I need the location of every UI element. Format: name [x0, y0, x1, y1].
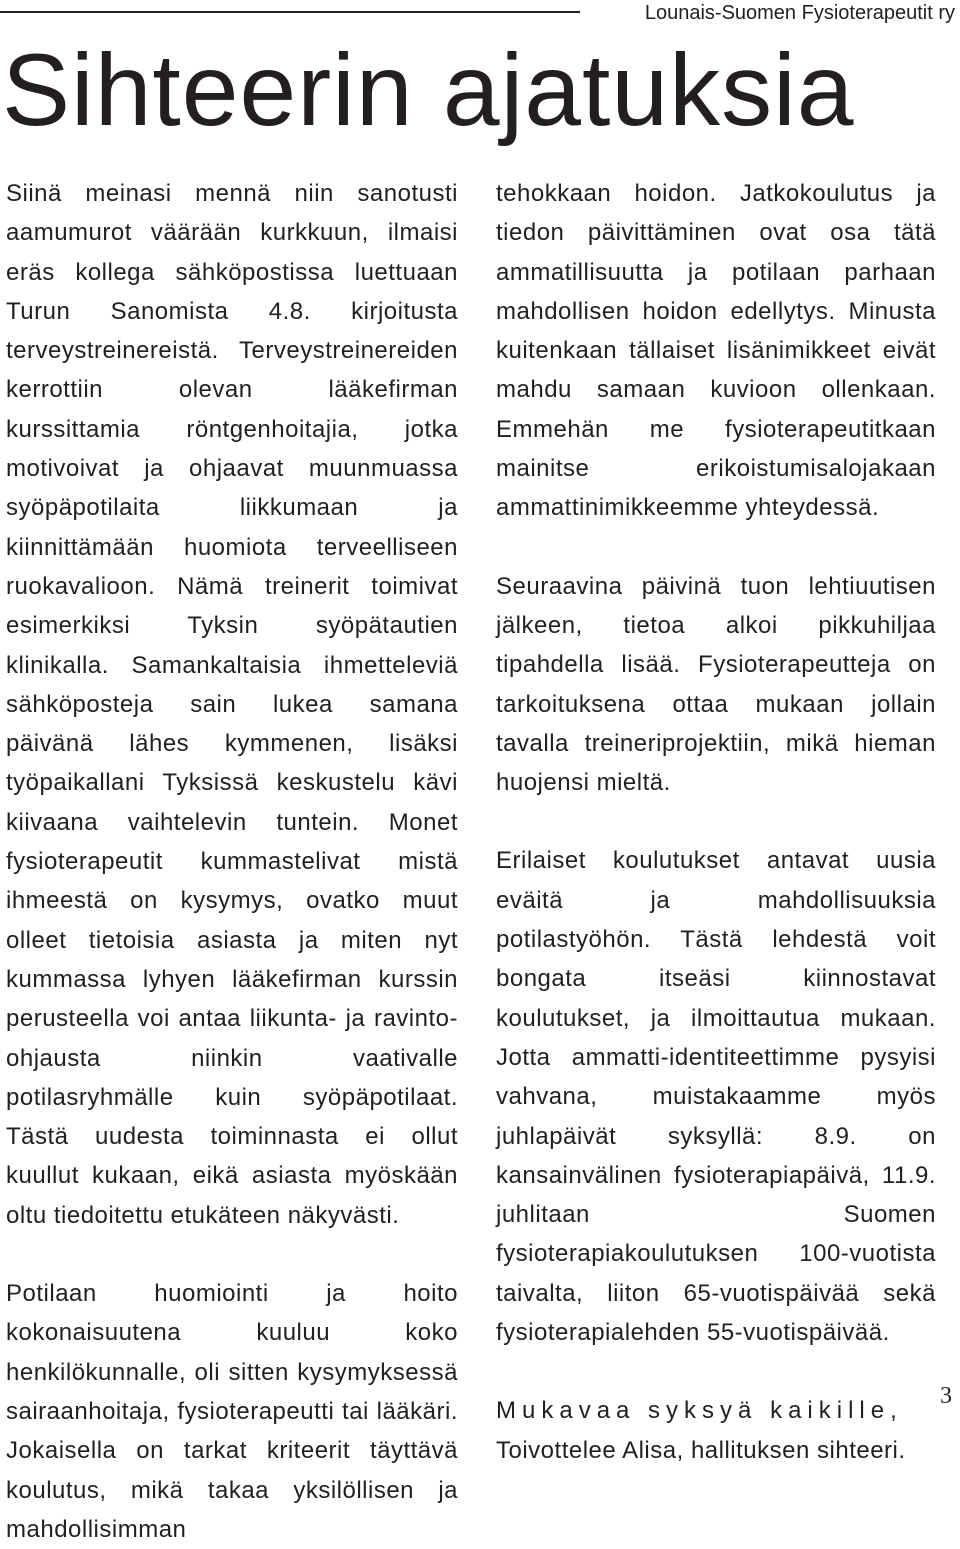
header-rule	[0, 11, 580, 13]
paragraph: Potilaan huomiointi ja hoito kokonaisuutena kuuluu koko henkilökunnalle, oli sitten kysymyksessä sairaanhoitaja, fysioterapeutti tai lääkäri. Jokaisella on tarkat kriteerit täyttävä koulutus, mikä takaa yksilöllisen ja mahdollisimman	[6, 1280, 458, 1543]
page-number: 3	[940, 1383, 952, 1409]
paragraph: Erilaiset koulutukset antavat uusia eväitä ja mahdollisuuksia potilastyöhön. Tästä lehdestä voit bongata itseäsi kiinnostavat koulutukset, ja ilmoittautua mukaan. Jotta ammatti-identiteettimme pysyisi vahvana, muistakaamme myös juhlapäivät syksyllä: 8.9. on kansainvälinen fysioterapiapäivä, 11.9. juhlitaan Suomen fysioterapiakoulutuksen 100-vuotista taivalta, liiton 65-vuotispäivää sekä fysioterapialehden 55-vuotispäivää.	[496, 847, 936, 1347]
closing-greeting: Mukavaa syksyä kaikille,	[496, 1397, 903, 1425]
organization-name: Lounais-Suomen Fysioterapeutit ry	[644, 2, 955, 24]
paragraph: tehokkaan hoidon. Jatkokoulutus ja tiedon päivittäminen ovat osa tätä ammatillisuutta ja potilaan parhaan mahdollisen hoidon edellytys. Minusta kuitenkaan tällaiset lisänimikkeet eivät mahdu samaan kuvioon ollenkaan. Emmehän me fysioterapeutitkaan mainitse erikoistumisalojakaan ammattinimikkeemme yhteydessä.	[496, 180, 936, 522]
paragraph: Siinä meinasi mennä niin sanotusti aamumurot väärään kurkkuun, ilmaisi eräs kollega sähköpostissa luettuaan Turun Sanomista 4.8. kirjoitusta terveystreinereistä. Terveystreinereiden kerrottiin olevan lääkefirman kurssittamia röntgenhoitajia, jotka motivoivat ja ohjaavat muunmuassa syöpäpotilaita liikkumaan ja kiinnittämään huomiota terveelliseen ruokavalioon. Nämä treinerit toimivat esimerkiksi Tyksin syöpätautien klinikalla. Samankaltaisia ihmetteleviä sähköposteja sain lukea samana päivänä lähes kymmenen, lisäksi työpaikallani Tyksissä keskustelu kävi kiivaana vaihtelevin tuntein. Monet fysioterapeutit kummastelivat mistä ihmeestä on kysymys, ovatko muut olleet tietoisia asiasta ja miten nyt kummassa lyhyen lääkefirman kurssin perusteella voi antaa liikunta- ja ravinto-ohjausta niinkin vaativalle potilasryhmälle kuin syöpäpotilaat. Tästä uudesta toiminnasta ei ollut kuullut kukaan, eikä asiasta myöskään oltu tiedoitettu etukäteen näkyvästi.	[6, 180, 458, 1229]
left-column	[6, 174, 458, 1549]
page-title: Sihteerin ajatuksia	[2, 33, 855, 147]
right-column	[496, 174, 936, 1470]
signature: Toivottelee Alisa, hallituksen sihteeri.	[496, 1436, 906, 1464]
paragraph: Seuraavina päivinä tuon lehtiuutisen jälkeen, tietoa alkoi pikkuhiljaa tipahdella lisää. Fysioterapeutteja on tarkoituksena ottaa mukaan jollain tavalla treineriprojektiin, mikä hieman huojensi mieltä.	[496, 572, 936, 797]
